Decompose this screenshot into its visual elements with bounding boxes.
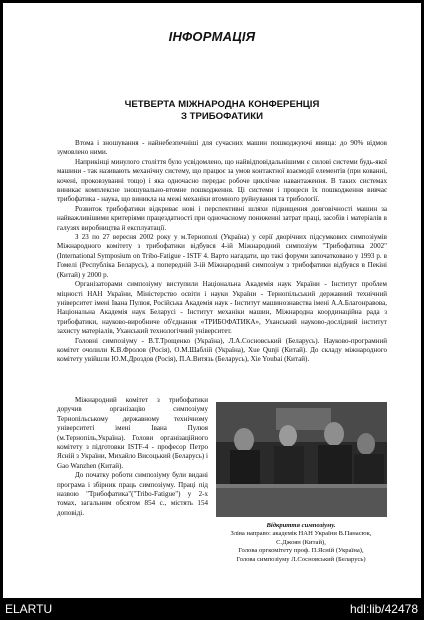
paragraph: Наприкінці минулого століття було усвідомлено, що найвідповідальнішими є силові системи будь-якої машини - так називають механічну систему, що працює за умов контактної взаємодії елементів (при кованні, кочені, проковзуванні тощо) і яка одночасно передає робоче циклічне навантаження. В таких системах виникає комплексне зношувально-втомне пошкодження. Ці системи і процеси їх пошкодження вивчає трибофатика - наука, що виникла на межі механіки втомного руйнування та трибології. bbox=[57, 157, 387, 204]
paragraph: До початку роботи симпозіуму були видані програма і збірник праць симпозіуму. Праці під назвою "Трибофатика"("Tribo-Fatigue") у 2-х томах, загальним обсягом 854 с., містять 154 доповіді. bbox=[57, 471, 208, 517]
article-title-line: ЧЕТВЕРТА МІЖНАРОДНА КОНФЕРЕНЦІЯ bbox=[124, 99, 320, 110]
article-body-lower bbox=[57, 396, 208, 518]
paragraph: Організаторами симпозіуму виступили Національна Академія наук України - Інститут проблем міцності НАН України, Міністерство освіти і науки України - Тернопільський державний технічний університет імені Івана Пулюя, Російська Академія наук - Інститут машинознавства імені А.А.Благонравова, Національна Академія наук Беларусі - Інститут механіки машин, Міжнародна координаційна рада з трибофатики, науково-виробниче об'єднання «ТРИБОФАТИКА», Уханський науково-дослідний інститут захисту матеріалів, Уханський технологічний університет. bbox=[57, 280, 387, 336]
paragraph: Міжнародний комітет з трибофатики доручив організацію симпозіуму Тернопільському державному технічному університеті імені Івана Пулюя (м.Тернопіль,Україна). Голови організаційного комітету з підготовки ISTF-4 - професор Петро Ясній з України, Михайло Висоцький (Беларусь) і Gao Wanzhen (Китай). bbox=[57, 396, 208, 470]
photo-caption bbox=[211, 522, 391, 564]
caption-line: Голова симпозіуму Л.Сосновський (Беларусь) bbox=[236, 555, 366, 563]
paragraph: Втома і зношування - найнебезпечніші для сучасних машин пошкоджуючі явища: до 90% відмов зумовлено ними. bbox=[57, 139, 387, 157]
article-title-line: З ТРИБОФАТИКИ bbox=[180, 111, 264, 122]
caption-line: Зліва направо: академік НАН України В.Панасюк, bbox=[230, 530, 372, 538]
paragraph: Розвиток трибофатики відкриває нові і перспективні шляхи підвищення довговічності машин за найважливішими критеріями працездатності при одночасному пониженні затрат праці, засобів і матеріалів в галузях виробництва й експлуатації. bbox=[57, 204, 387, 232]
caption-line: Голова оргкомітету проф. П.Ясній (Україна), bbox=[238, 547, 364, 555]
conference-photo bbox=[216, 402, 387, 517]
footer-handle-link[interactable]: hdl:lib/42478 bbox=[349, 602, 418, 616]
footer-bar bbox=[0, 598, 424, 620]
paragraph: З 23 по 27 вересня 2002 року у м.Тернополі (Україна) у серії дворічних підсумкових симпозіумів Міжнародного комітету з трибофатики відбувся 4-ій Міжнародний симпозіум "Трибофатика 2002" (International Symposium on Tribo-Fatigue - ISTF 4. Варто нагадати, що такі форуми започатковано у 1993 р. в Гомелі (Республіка Беларусь), а попередній 3-ій Міжнародний симпозіум з трибофатики відбувся в Пекіні (Китай) у 2000 р. bbox=[57, 233, 387, 279]
article-body bbox=[57, 139, 387, 365]
conference-photo-image bbox=[216, 402, 387, 517]
footer-repository-label: ELARTU bbox=[5, 602, 53, 616]
section-header: ІНФОРМАЦІЯ bbox=[168, 29, 256, 44]
document-page bbox=[3, 3, 421, 598]
article-title bbox=[57, 99, 387, 123]
paragraph: Головні симпозіуму - В.Т.Трощенко (Україна), Л.А.Сосновський (Беларусь). Науково-програмний комітет очолили К.В.Фролов (Росія), О.М.Шаблій (Україна), Xue Qunji (Китай). До складу міжнародного комітету увійшли Ю.М.Дроздов (Росія), П.А.Витязь (Беларусь), Xie Youbai (Китай). bbox=[57, 336, 387, 364]
caption-title: Відкриття симпозіуму. bbox=[266, 522, 336, 529]
caption-line: С.Джоян (Китай), bbox=[276, 538, 326, 546]
